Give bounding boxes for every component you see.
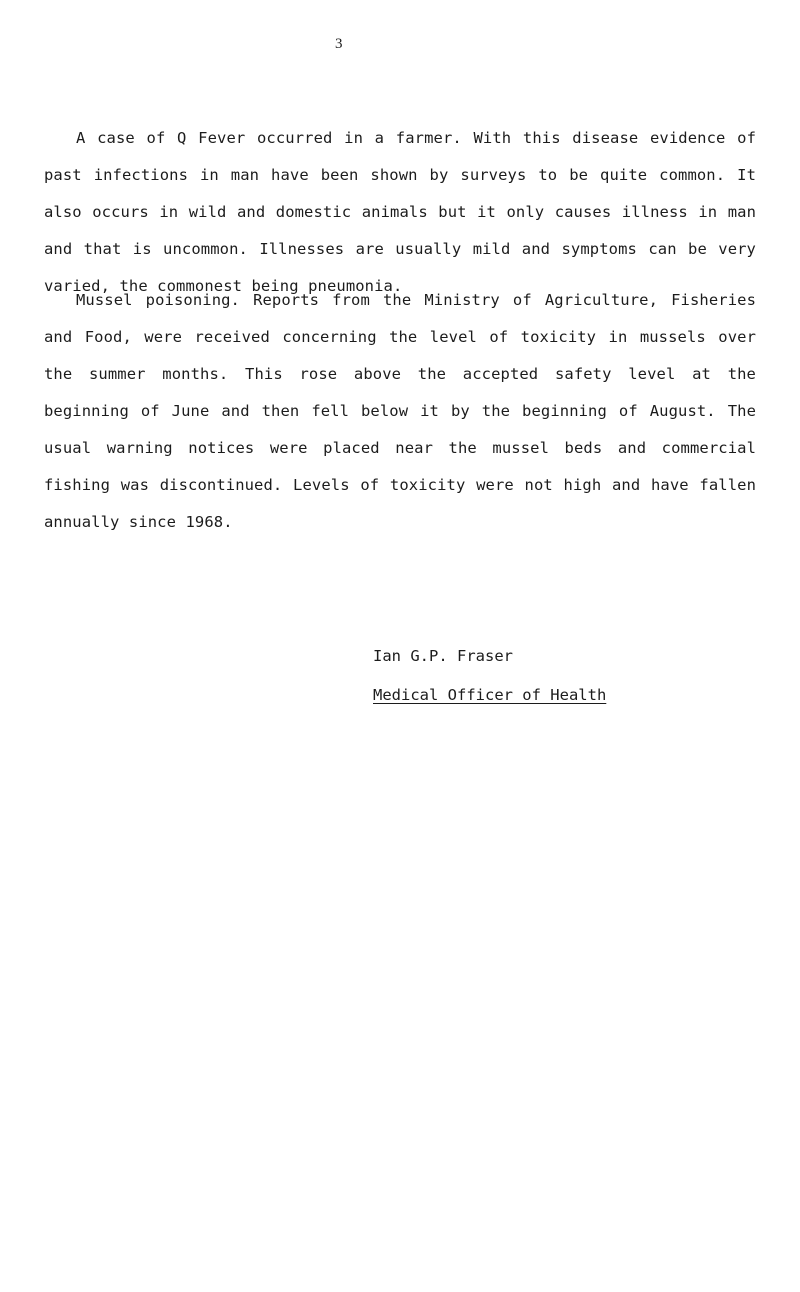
signature-name: Ian G.P. Fraser	[373, 647, 513, 665]
paragraph-q-fever: A case of Q Fever occurred in a farmer. With this disease evidence of past infections in man have been shown by surveys to be quite common. It also occurs in wild and domestic animals but it only causes illness in man and that is uncommon. Illnesses are usually mild and symptoms can be very varied, the commonest being pneumonia.	[44, 129, 756, 295]
page-number: 3	[335, 36, 343, 52]
signature-title: Medical Officer of Health	[373, 686, 607, 704]
paragraph-mussel-poisoning: Mussel poisoning. Reports from the Ministry of Agriculture, Fisheries and Food, were received concerning the level of toxicity in mussels over the summer months. This rose above the accepted safety level at the beginning of June and then fell below it by the beginning of August. The usual warning notices were placed near the mussel beds and commercial fishing was discontinued. Levels of toxicity were not high and have fallen annually since 1968.	[44, 291, 756, 531]
